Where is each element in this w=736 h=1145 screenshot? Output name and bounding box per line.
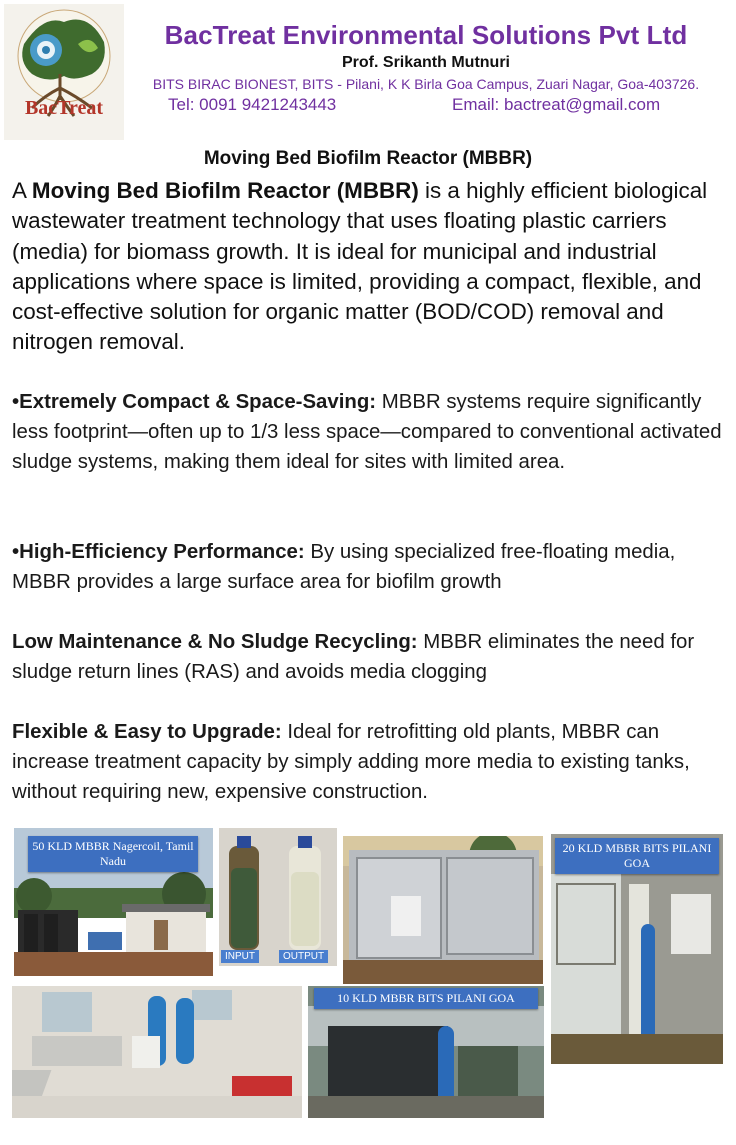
photo-pump-room — [12, 986, 302, 1118]
label-output: OUTPUT — [279, 950, 328, 963]
photo-10kld-pilani — [308, 986, 544, 1118]
caption-10kld: 10 KLD MBBR BITS PILANI GOA — [314, 988, 538, 1009]
caption-nagercoil: 50 KLD MBBR Nagercoil, Tamil Nadu — [28, 836, 198, 872]
professor-name: Prof. Srikanth Mutnuri — [342, 54, 510, 71]
address: BITS BIRAC BIONEST, BITS - Pilani, K K Birla Goa Campus, Zuari Nagar, Goa-403726. — [152, 76, 700, 92]
feature-efficiency: •High-Efficiency Performance: By using specialized free-floating media, MBBR provides a large surface area for biofilm growth — [12, 541, 676, 593]
company-name: BacTreat Environmental Solutions Pvt Ltd — [164, 20, 688, 50]
feature-maintenance: Low Maintenance & No Sludge Recycling: MBBR eliminates the need for sludge return lines (RAS) and avoids media clogging — [12, 631, 695, 683]
email: Email: bactreat@gmail.com — [452, 95, 661, 114]
caption-20kld: 20 KLD MBBR BITS PILANI GOA — [555, 838, 719, 874]
photo-input-output-bottles — [219, 828, 337, 966]
photo-20kld-pilani — [551, 834, 723, 1064]
photo-container-unit — [343, 836, 543, 984]
photo-nagercoil-site — [14, 828, 213, 976]
page-title: Moving Bed Biofilm Reactor (MBBR) — [203, 148, 533, 169]
label-input: INPUT — [221, 950, 259, 963]
bactreat-logo — [4, 4, 124, 140]
telephone: Tel: 0091 9421243443 — [168, 95, 337, 114]
intro-bold-term: Moving Bed Biofilm Reactor (MBBR) — [31, 178, 419, 203]
feature-compact: •Extremely Compact & Space-Saving: MBBR systems require significantly less footprint—often up to 1/3 less space—compared to conventional activated sludge systems, making them ideal for sites with limited area. — [12, 391, 722, 473]
svg-text:BacTreat: BacTreat — [24, 97, 104, 119]
feature-upgrade: Flexible & Easy to Upgrade: Ideal for retrofitting old plants, MBBR can increase treatment capacity by simply adding more media to existing tanks, without requiring new, expensive construction. — [12, 721, 690, 803]
intro-paragraph: A Moving Bed Biofilm Reactor (MBBR) is a highly efficient biological wastewater treatment technology that uses floating plastic carriers (media) for biomass growth. It is ideal for municipal and industrial applications where space is limited, providing a compact, flexible, and cost-effective solution for organic matter (BOD/COD) removal and nitrogen removal. — [12, 178, 708, 355]
